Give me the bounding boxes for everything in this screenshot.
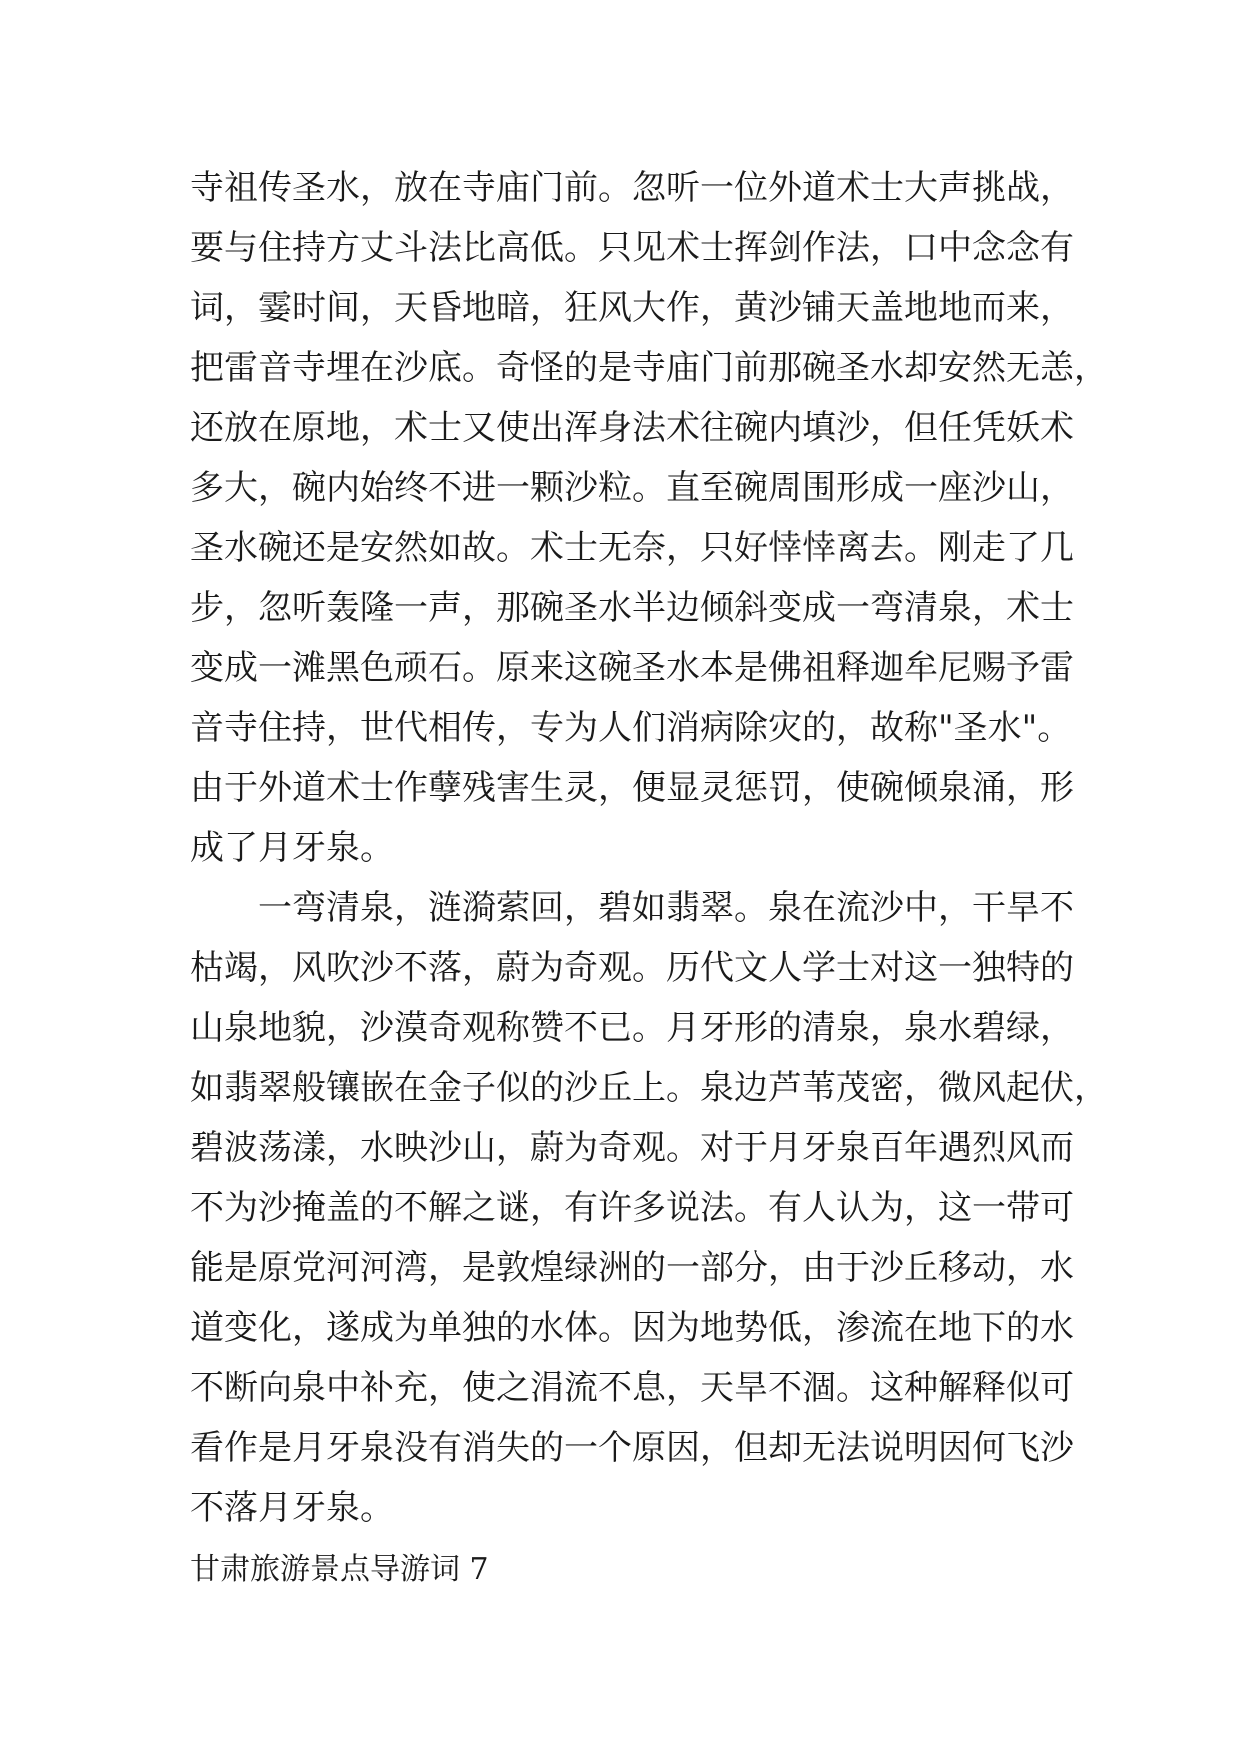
paragraph-1-line-9: 变成一滩黑色顽石。原来这碗圣水本是佛祖释迦牟尼赐予雷 — [190, 648, 1074, 688]
paragraph-1-line-5: 还放在原地，术士又使出浑身法术往碗内填沙，但任凭妖术 — [190, 408, 1074, 448]
paragraph-1-line-7: 圣水碗还是安然如故。术士无奈，只好悻悻离去。刚走了几 — [190, 528, 1074, 568]
paragraph-1-line-4: 把雷音寺埋在沙底。奇怪的是寺庙门前那碗圣水却安然无恙， — [190, 348, 1108, 388]
paragraph-1-line-10: 音寺住持，世代相传，专为人们消病除灾的，故称"圣水"。 — [190, 708, 1072, 748]
paragraph-1-line-8: 步，忽听轰隆一声，那碗圣水半边倾斜变成一弯清泉，术士 — [190, 588, 1074, 628]
paragraph-1-line-1: 寺祖传圣水，放在寺庙门前。忽听一位外道术士大声挑战， — [190, 168, 1074, 208]
paragraph-2-line-11: 不落月牙泉。 — [190, 1488, 394, 1528]
paragraph-1-line-3: 词，霎时间，天昏地暗，狂风大作，黄沙铺天盖地地而来， — [190, 288, 1074, 328]
paragraph-2-line-10: 看作是月牙泉没有消失的一个原因，但却无法说明因何飞沙 — [190, 1428, 1074, 1468]
paragraph-2-line-1: 一弯清泉，涟漪萦回，碧如翡翠。泉在流沙中，干旱不 — [258, 888, 1074, 928]
paragraph-2-line-8: 道变化，遂成为单独的水体。因为地势低，渗流在地下的水 — [190, 1308, 1074, 1348]
paragraph-2-line-5: 碧波荡漾，水映沙山，蔚为奇观。对于月牙泉百年遇烈风而 — [190, 1128, 1074, 1168]
paragraph-1-line-11: 由于外道术士作孽残害生灵，便显灵惩罚，使碗倾泉涌，形 — [190, 768, 1074, 808]
paragraph-2-line-4: 如翡翠般镶嵌在金子似的沙丘上。泉边芦苇茂密，微风起伏， — [190, 1068, 1108, 1108]
paragraph-2-line-7: 能是原党河河湾，是敦煌绿洲的一部分，由于沙丘移动，水 — [190, 1248, 1074, 1288]
paragraph-2-line-6: 不为沙掩盖的不解之谜，有许多说法。有人认为，这一带可 — [190, 1188, 1074, 1228]
section-heading: 甘肃旅游景点导游词 7 — [190, 1552, 489, 1587]
paragraph-1-line-12: 成了月牙泉。 — [190, 828, 394, 868]
paragraph-2-line-9: 不断向泉中补充，使之涓流不息，天旱不涸。这种解释似可 — [190, 1368, 1074, 1408]
paragraph-1-line-6: 多大，碗内始终不进一颗沙粒。直至碗周围形成一座沙山， — [190, 468, 1074, 508]
paragraph-2-line-3: 山泉地貌，沙漠奇观称赞不已。月牙形的清泉，泉水碧绿， — [190, 1008, 1074, 1048]
paragraph-1-line-2: 要与住持方丈斗法比高低。只见术士挥剑作法，口中念念有 — [190, 228, 1074, 268]
paragraph-2-line-2: 枯竭，风吹沙不落，蔚为奇观。历代文人学士对这一独特的 — [190, 948, 1074, 988]
